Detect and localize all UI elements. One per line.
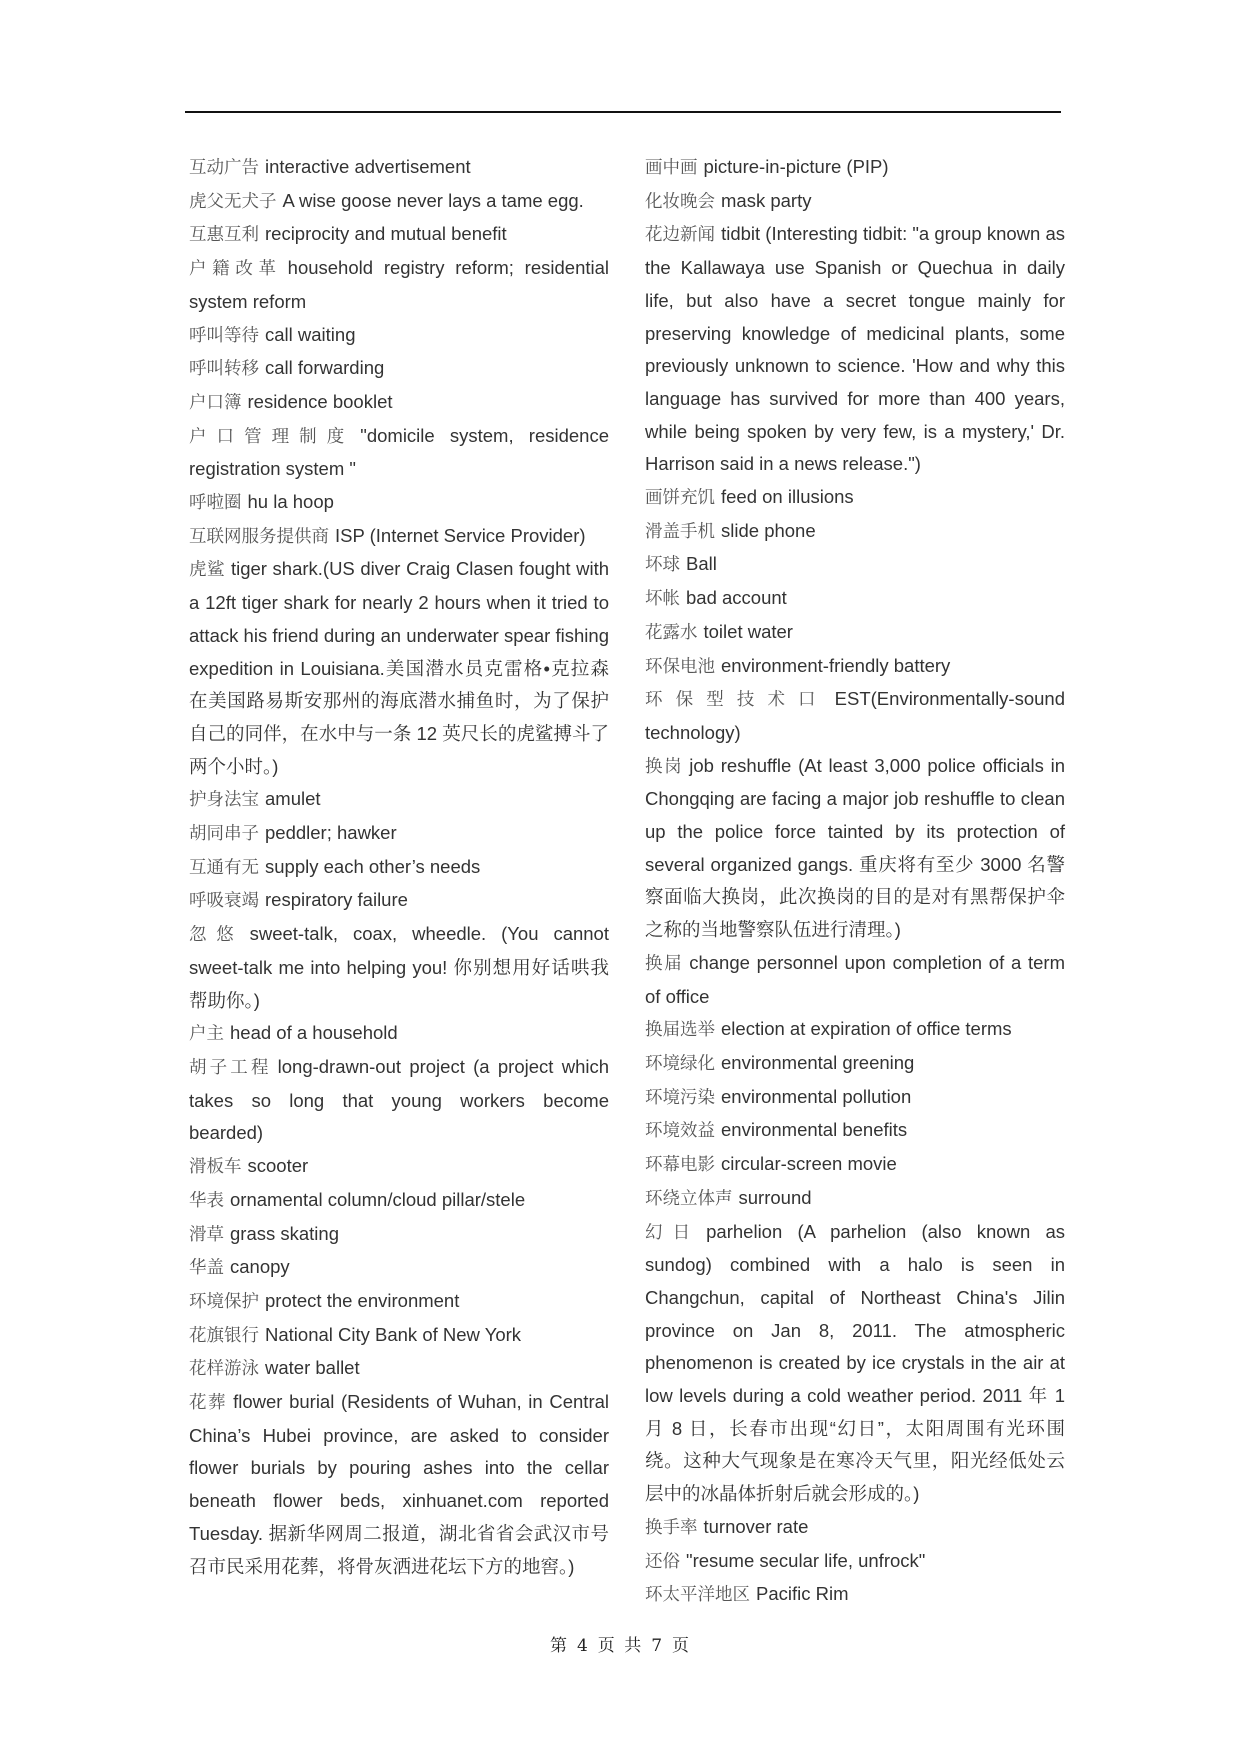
entry-term-zh: 环保电池	[645, 656, 715, 677]
glossary-entry	[189, 1184, 609, 1218]
entry-definition-en: call forwarding	[265, 357, 385, 379]
glossary-entry	[645, 1216, 1065, 1511]
footer-mid: 页 共	[597, 1636, 644, 1656]
entry-term-zh: 户籍改革	[189, 259, 282, 280]
entry-definition-en: grass skating	[230, 1222, 339, 1244]
glossary-entry	[189, 218, 609, 252]
entry-definition-en: toilet water	[703, 620, 793, 642]
glossary-entry	[645, 1148, 1065, 1182]
entry-term-zh: 户口管理制度	[189, 426, 355, 447]
entry-term-zh: 互动广告	[189, 158, 259, 178]
entry-term-zh: 花旗银行	[189, 1325, 259, 1346]
entry-term-zh: 胡同串子	[189, 824, 259, 845]
footer-suffix: 页	[672, 1636, 692, 1656]
entry-definition-en: scooter	[247, 1155, 309, 1177]
glossary-entry	[189, 1051, 609, 1150]
entry-definition-en: slide phone	[721, 519, 816, 541]
glossary-entry	[189, 486, 609, 520]
entry-definition-en: environmental greening	[721, 1051, 915, 1073]
entry-term-zh: 环保型技术口	[645, 690, 829, 711]
entry-definition-en: head of a household	[230, 1022, 398, 1044]
entry-term-zh: 坏帐	[645, 589, 680, 610]
glossary-entry	[189, 1386, 609, 1583]
entry-definition-en: respiratory failure	[265, 889, 408, 911]
right-column	[645, 151, 1065, 1612]
entry-term-zh: 幻日	[645, 1222, 701, 1243]
entry-term-zh: 画饼充饥	[645, 488, 715, 509]
entry-definition-en: sweet-talk, coax, wheedle. (You cannot sweet-talk me into helping you! 你别想用好话哄我帮助你。)	[189, 923, 609, 1011]
entry-definition-en: call waiting	[265, 323, 356, 345]
glossary-entry	[645, 1081, 1065, 1115]
entry-definition-en: hu la hoop	[247, 491, 334, 513]
entry-term-zh: 环太平洋地区	[645, 1585, 750, 1606]
entry-definition-en: "domicile system, residence registration system "	[189, 424, 609, 480]
entry-definition-en: National City Bank of New York	[265, 1323, 522, 1345]
entry-term-zh: 忽悠	[189, 925, 244, 946]
entry-term-zh: 花露水	[645, 622, 698, 643]
glossary-entry	[645, 582, 1065, 616]
entry-definition-en: parhelion (A parhelion (also known as sundog) combined with a halo is seen in Changchun, capital of Northeast China's Jilin province on Jan 8, 2011. The atmospheric phenomenon is created by ice crystals in the air at low levels during a cold weather period. 2011 年 1 月 8 日，长春市出现“幻日”，太阳周围有光环围绕。这种大气现象是在寒冷天气里，阳光经低处云层中的冰晶体折射后就会形成的。)	[645, 1220, 1065, 1505]
glossary-entry	[189, 252, 609, 318]
entry-term-zh: 画中画	[645, 158, 698, 178]
entry-term-zh: 华盖	[189, 1258, 224, 1279]
glossary-entry	[189, 1319, 609, 1353]
entry-term-zh: 换届	[645, 953, 684, 974]
entry-term-zh: 环境效益	[645, 1121, 715, 1142]
glossary-entry	[645, 151, 1065, 185]
entry-definition-en: environmental pollution	[721, 1085, 912, 1107]
glossary-entry	[189, 1251, 609, 1285]
entry-term-zh: 护身法宝	[189, 790, 259, 811]
glossary-entry	[645, 650, 1065, 684]
entry-definition-en: A wise goose never lays a tame egg.	[282, 189, 584, 211]
entry-definition-en: residence booklet	[247, 390, 393, 412]
entry-definition-en: circular-screen movie	[721, 1153, 897, 1175]
entry-term-zh: 胡子工程	[189, 1057, 272, 1078]
glossary-entry	[189, 1352, 609, 1386]
entry-term-zh: 户主	[189, 1024, 224, 1045]
glossary-entry	[645, 1182, 1065, 1216]
entry-term-zh: 互联网服务提供商	[189, 526, 329, 547]
entry-definition-en: interactive advertisement	[265, 156, 471, 177]
entry-term-zh: 换岗	[645, 756, 684, 777]
entry-definition-en: ISP (Internet Service Provider)	[335, 524, 586, 546]
glossary-entry	[645, 683, 1065, 749]
glossary-entry	[645, 1114, 1065, 1148]
glossary-entry	[189, 851, 609, 885]
entry-definition-en: tidbit (Interesting tidbit: "a group known as the Kallawaya use Spanish or Quechua in daily life, but also have a secret tongue mainly for preserving knowledge of medicinal plants, some previously unknown to science. 'How and why this language has survived for more than 400 years, while being spoken by very few, is a mystery,' Dr. Harrison said in a news release.")	[645, 223, 1066, 475]
entry-term-zh: 华表	[189, 1190, 224, 1211]
entry-definition-en: "resume secular life, unfrock"	[686, 1549, 926, 1571]
glossary-entry	[189, 520, 609, 554]
entry-definition-en: environment-friendly battery	[721, 654, 951, 676]
glossary-entry	[189, 1150, 609, 1184]
entry-term-zh: 呼吸衰竭	[189, 891, 259, 912]
glossary-entry	[189, 319, 609, 353]
entry-term-zh: 环境保护	[189, 1291, 259, 1312]
entry-term-zh: 花葬	[189, 1393, 228, 1414]
entry-definition-en: supply each other’s needs	[265, 855, 481, 877]
entry-definition-en: bad account	[686, 587, 787, 609]
glossary-entry	[189, 185, 609, 219]
entry-definition-en: surround	[738, 1186, 812, 1208]
entry-definition-en: water ballet	[265, 1357, 360, 1379]
glossary-entry	[189, 884, 609, 918]
glossary-entry	[645, 947, 1065, 1013]
glossary-entry	[189, 352, 609, 386]
entry-term-zh: 环绕立体声	[645, 1188, 733, 1209]
entry-term-zh: 互通有无	[189, 857, 259, 878]
entry-term-zh: 化妆晚会	[645, 191, 715, 212]
glossary-entry	[189, 1218, 609, 1252]
glossary-entry	[645, 1578, 1065, 1612]
entry-definition-en: change personnel upon completion of a term of office	[645, 951, 1065, 1007]
entry-definition-en: reciprocity and mutual benefit	[265, 223, 507, 245]
entry-definition-en: canopy	[230, 1256, 290, 1278]
entry-term-zh: 环境污染	[645, 1087, 715, 1108]
entry-term-zh: 坏球	[645, 555, 680, 576]
entry-term-zh: 互惠互利	[189, 225, 259, 246]
entry-term-zh: 虎鲨	[189, 560, 225, 581]
entry-definition-en: job reshuffle (At least 3,000 police officials in Chongqing are facing a major job reshuffle to clean up the police force tainted by its protection of several organized gangs. 重庆将有至少 3000 名警察面临大换岗，此次换岗的目的是对有黑帮保护伞之称的当地警察队伍进行清理。)	[645, 754, 1066, 941]
entry-definition-en: feed on illusions	[721, 486, 854, 508]
glossary-entry	[645, 750, 1065, 947]
entry-definition-en: turnover rate	[703, 1515, 809, 1537]
page-footer	[0, 1631, 1241, 1656]
glossary-entry	[645, 616, 1065, 650]
entry-definition-en: election at expiration of office terms	[721, 1018, 1012, 1040]
entry-term-zh: 换届选举	[645, 1020, 715, 1041]
entry-definition-en: flower burial (Residents of Wuhan, in Central China’s Hubei province, are asked to consider flower burials by pouring ashes into the cellar beneath flower beds, xinhuanet.com reported Tuesday. 据新华网周二报道，湖北省省会武汉市号召市民采用花葬，将骨灰洒进花坛下方的地窖。)	[189, 1391, 609, 1577]
entry-definition-en: Pacific Rim	[756, 1583, 849, 1605]
glossary-entry	[189, 1285, 609, 1319]
entry-term-zh: 花样游泳	[189, 1359, 259, 1380]
glossary-entry	[645, 218, 1065, 481]
entry-definition-en: tiger shark.(US diver Craig Clasen fought with a 12ft tiger shark for nearly 2 hours when it tried to attack his friend during an underwater spear fishing expedition in Louisiana.美国潜水员克雷格•克拉森在美国路易斯安那州的海底潜水捕鱼时，为了保护自己的同伴，在水中与一条 12 英尺长的虎鲨搏斗了两个小时。)	[189, 558, 610, 777]
entry-term-zh: 呼叫转移	[189, 359, 259, 380]
entry-term-zh: 虎父无犬子	[189, 191, 277, 212]
entry-term-zh: 环幕电影	[645, 1155, 715, 1176]
entry-definition-en: EST(Environmentally-sound technology)	[645, 688, 1065, 743]
entry-definition-en: amulet	[265, 788, 321, 810]
glossary-entry	[189, 817, 609, 851]
glossary-entry	[645, 1047, 1065, 1081]
entry-definition-en: ornamental column/cloud pillar/stele	[230, 1188, 526, 1210]
entry-term-zh: 换手率	[645, 1517, 698, 1538]
footer-total-pages: 7	[651, 1636, 665, 1656]
glossary-entry	[189, 420, 609, 486]
entry-definition-en: environmental benefits	[721, 1119, 908, 1141]
entry-term-zh: 环境绿化	[645, 1053, 715, 1074]
glossary-entry	[189, 386, 609, 420]
glossary-entry	[645, 548, 1065, 582]
glossary-entry	[189, 553, 609, 783]
entry-term-zh: 滑盖手机	[645, 521, 715, 542]
entry-definition-en: mask party	[721, 189, 812, 211]
entry-definition-en: household registry reform; residential system reform	[189, 257, 610, 312]
glossary-entry	[189, 918, 609, 1017]
glossary-entry	[189, 151, 609, 185]
footer-prefix: 第	[549, 1636, 569, 1656]
glossary-entry	[645, 1013, 1065, 1047]
entry-definition-en: long-drawn-out project (a project which takes so long that young workers become bearded)	[189, 1055, 610, 1144]
left-column	[189, 151, 609, 1583]
glossary-entry	[189, 1017, 609, 1051]
header-rule	[185, 111, 1061, 113]
glossary-entry	[645, 515, 1065, 549]
glossary-entry	[645, 1545, 1065, 1579]
entry-term-zh: 滑板车	[189, 1157, 242, 1178]
entry-term-zh: 呼啦圈	[189, 493, 242, 514]
entry-definition-en: Ball	[686, 553, 717, 575]
entry-definition-en: peddler; hawker	[265, 822, 397, 844]
entry-definition-en: picture-in-picture (PIP)	[703, 156, 889, 177]
entry-term-zh: 花边新闻	[645, 225, 716, 246]
entry-term-zh: 还俗	[645, 1551, 680, 1572]
footer-page-number: 4	[576, 1636, 590, 1656]
entry-term-zh: 呼叫等待	[189, 325, 259, 346]
glossary-entry	[645, 481, 1065, 515]
entry-term-zh: 滑草	[189, 1224, 224, 1245]
entry-term-zh: 户口簿	[189, 392, 242, 413]
entry-definition-en: protect the environment	[265, 1289, 460, 1311]
glossary-entry	[645, 185, 1065, 219]
glossary-entry	[189, 783, 609, 817]
glossary-entry	[645, 1511, 1065, 1545]
